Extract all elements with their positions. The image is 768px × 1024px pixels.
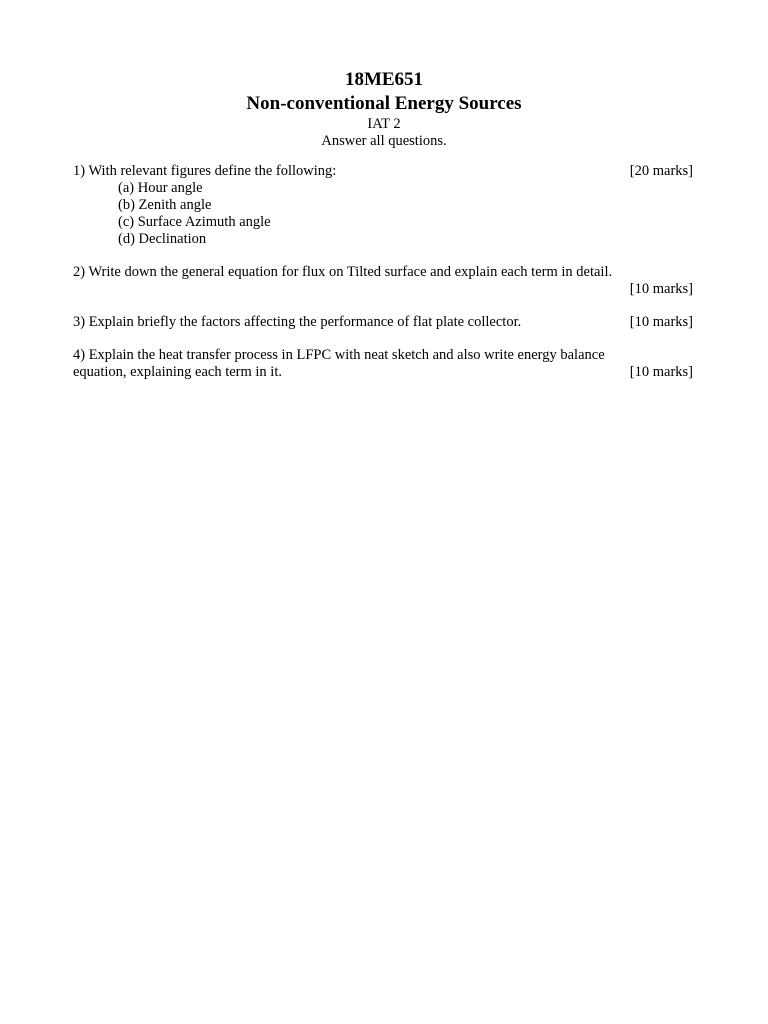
question-4-text-line-2: equation, explaining each term in it. [73,364,282,380]
question-3-marks: [10 marks] [629,314,693,330]
question-1 [73,163,693,248]
question-3 [73,314,693,331]
instructions: Answer all questions. [321,133,447,149]
question-3-text: 3) Explain briefly the factors affecting the performance of flat plate collector. [73,314,522,330]
course-title: Non-conventional Energy Sources [246,93,522,114]
sub-item-zenith-angle: (b) Zenith angle [118,197,212,213]
question-1-marks: [20 marks] [629,163,693,179]
sub-item-surface-azimuth-angle: (c) Surface Azimuth angle [118,214,271,230]
sub-item-declination: (d) Declination [118,231,207,247]
question-4-text-line-1: 4) Explain the heat transfer process in LFPC with neat sketch and also write energy balance [73,347,605,363]
question-1-text: 1) With relevant figures define the following: [73,163,337,179]
course-code: 18ME651 [344,69,424,90]
question-4-marks: [10 marks] [629,364,693,380]
exam-name: IAT 2 [367,116,401,132]
question-1-sub-items [73,180,693,248]
question-2-marks: [10 marks] [629,281,693,297]
question-4 [73,347,693,381]
paper-header [0,68,768,150]
question-2-text: 2) Write down the general equation for flux on Tilted surface and explain each term in detail. [73,264,613,280]
sub-item-hour-angle: (a) Hour angle [118,180,203,196]
question-2 [73,264,693,298]
question-list [73,163,693,381]
